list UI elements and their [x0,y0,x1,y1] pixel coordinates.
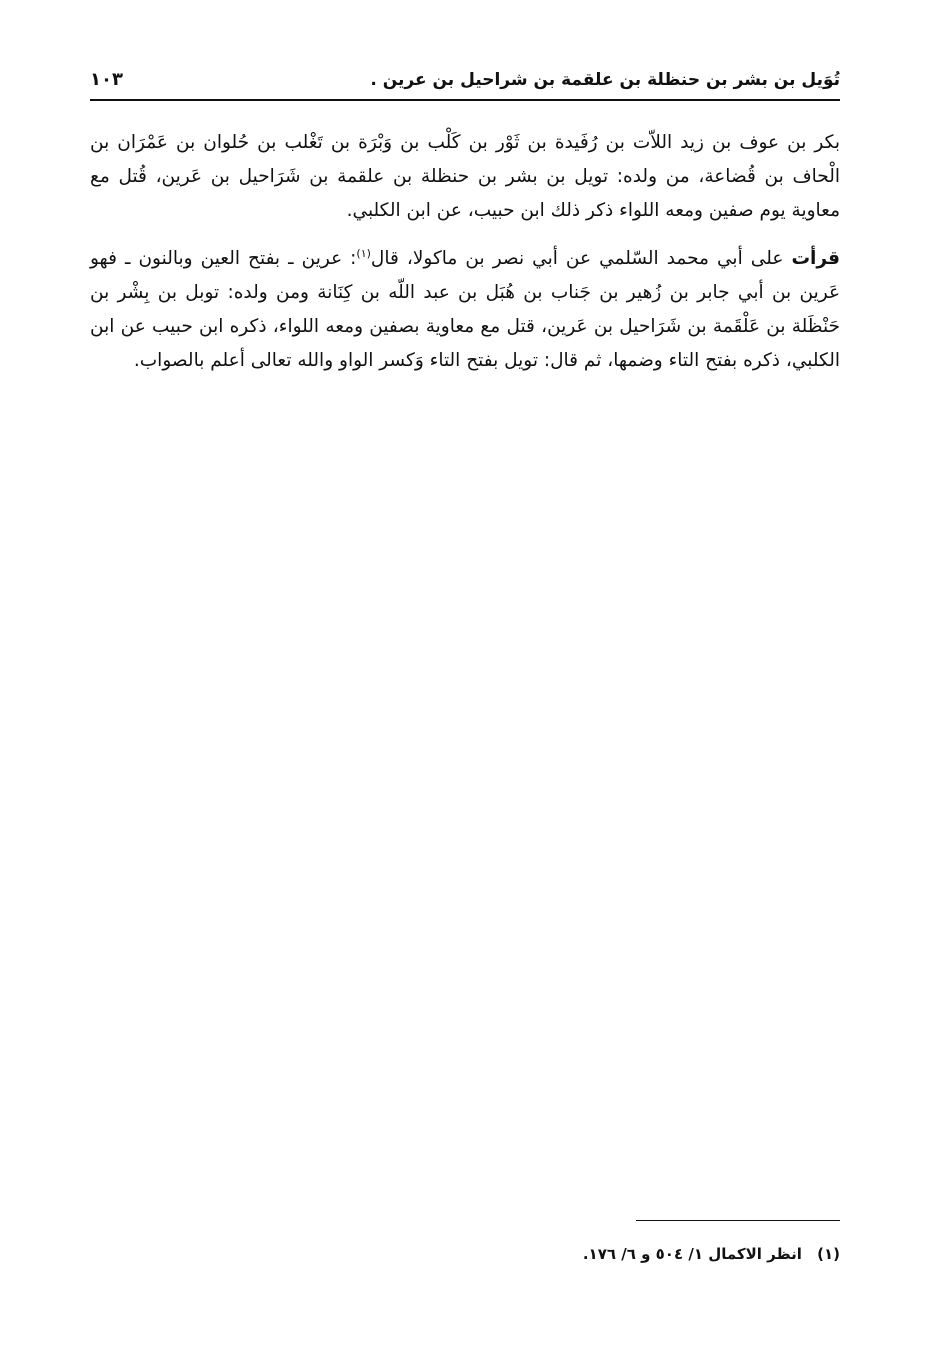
paragraph-2-lead: قرأت [791,248,841,269]
paragraph-2-part-2: : عرين ـ بفتح العين وبالنون ـ فهو عَرين بن أبي جابر بن زُهير بن جَناب بن هُبَل بن عبد اللّه بن كِنَانة ومن ولده: توبل بن بِشْر بن حَنْظَلة بن عَلْقَمة بن شَرَاحيل بن عَرين، قتل مع معاوية بصفين ومعه اللواء، ذكره ابن حبيب عن ابن الكلبي، ذكره بفتح التاء وضمها، ثم قال: تويل بفتح التاء وَكسر الواو والله تعالى أعلم بالصواب. [90,248,840,371]
footnote-text: انظر الاكمال ١/ ٥٠٤ و ٦/ ١٧٦. [582,1245,802,1263]
main-text [90,126,840,392]
footnote-marker: (١) [817,1245,840,1263]
paragraph-1: بكر بن عوف بن زيد اللاّت بن رُفَيدة بن ثَوْر بن كَلْب بن وَبْرَة بن تَغْلب بن حُلوان بن عَمْرَان بن الْحاف بن قُضاعة، من ولده: تويل بن بشر بن حنظلة بن علقمة بن شَرَاحيل بن عَرين، قُتل مع معاوية يوم صفين ومعه اللواء ذكر ذلك ابن حبيب، عن ابن الكلبي. [90,132,840,221]
page-header [90,66,840,98]
footnote-reference: (١) [356,246,371,260]
footnote [90,1240,840,1268]
footnote-rule [636,1220,840,1221]
paragraph-2 [90,242,840,378]
page-number: ١٠٣ [90,69,123,90]
running-title: تُوَيل بن بشر بن حنظلة بن علقمة بن شراحيل بن عرين . [370,70,840,90]
paragraph-2-part-1: على أبي محمد السّلمي عن أبي نصر بن ماكولا، قال [370,248,784,269]
header-rule [90,99,840,101]
